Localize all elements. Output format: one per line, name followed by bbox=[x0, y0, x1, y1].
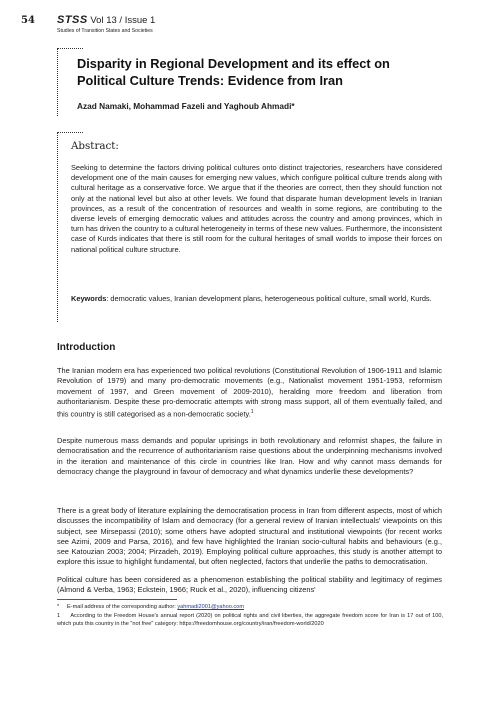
footnote-ref-1[interactable]: 1 bbox=[250, 409, 254, 416]
footnote-1-text: E-mail address of the corresponding author: bbox=[66, 604, 176, 610]
abstract-text: Seeking to determine the factors driving political cultures onto distinct trajectories, researchers have considered development one of the main causes for emerging new values, which configure political culture trends along with cultural heritage as a conservative force. We argue that if the theories are correct, then they should function not only at the national level but also at other levels. We found that disparate human development levels in Iranian provinces, as a result of the concentration of resources and wealth in some regions, are contributing to the diverse levels of emerging democratic values and attitudes across the country and among provinces, which in turn has driven the country to a cultural heterogeneity in terms of these new values. Furthermore, the inconsistent case of Kurds indicates that there is still room for the cultural heritages of small worlds to impose their forces on national political culture structure. bbox=[71, 163, 442, 254]
article-title: Disparity in Regional Development and its effect on Political Culture Trends: Evidence from Iran bbox=[77, 56, 390, 88]
section-heading-introduction: Introduction bbox=[57, 342, 116, 353]
paragraph-3: There is a great body of literature explaining the democratisation process in Iran from different aspects, most of which discusses the incompatibility of Islam and democracy (for a general review of Iranian intellectuals' viewpoints on this subject, see Mirsepassi (2010); some others have adopted structural and institutional viewpoints (for recent works see Azimi, 2009 and Parsa, 2016), and few have highlighted the Iranian socio-cultural habits and behaviours (e.g., see Katouzian 2003; 2004; Pirzadeh, 2019). Employing political culture approaches, this study is another attempt to explore this issue to highlight fundamental, but often neglected, factors that underlie the paths to democratisation. bbox=[57, 506, 442, 567]
abstract-dotted-bar bbox=[57, 132, 58, 322]
footnote-rule bbox=[57, 599, 177, 600]
article-authors: Azad Namaki, Mohammad Fazeli and Yaghoub Ahmadi* bbox=[77, 101, 295, 111]
author-email-link[interactable]: yahmadi2001@yahoo.com bbox=[177, 604, 244, 610]
footnote-2-marker: 1 bbox=[57, 613, 61, 619]
title-dotted-bar bbox=[57, 48, 58, 116]
footnote-1 bbox=[57, 603, 443, 611]
paragraph-4: Political culture has been considered as a phenomenon establishing the political stability and legitimacy of regimes (Almond & Verba, 1963; Eckstein, 1966; Ruck et al., 2020), influencing citizens' bbox=[57, 575, 442, 595]
keywords-label: Keywords bbox=[71, 294, 107, 303]
footnote-2 bbox=[57, 612, 443, 629]
journal-name: Studies of Transition States and Societies bbox=[57, 28, 153, 34]
footnote-2-text: According to the Freedom House's annual report (2020) on political rights and civil liberties, the aggregate freedom score for Iran is 17 out of 100, which puts this country in the "not free" category: https://freedomhouse.org/country/iran/freedom-world/2020 bbox=[57, 613, 444, 628]
volume-issue: Vol 13 / Issue 1 bbox=[90, 15, 156, 26]
footnote-1-marker: * bbox=[57, 604, 60, 610]
journal-abbrev: STSS bbox=[57, 14, 88, 26]
keywords bbox=[71, 294, 442, 304]
paragraph-2: Despite numerous mass demands and popular uprisings in both revolutionary and reformist shapes, the failure in democratisation and the recurrence of authoritarianism raise questions about the underpinning mechanisms involved in the iteration and maintenance of this circle in countries like Iran. How and why cannot mass demands for democracy change the playground in favour of democracy and what dynamics underlie these developments? bbox=[57, 436, 442, 476]
journal-header bbox=[57, 14, 155, 26]
paragraph-1-text: The Iranian modern era has experienced two political revolutions (Constitutional Revolution of 1906-1911 and Islamic Revolution of 1979) and many pro-democratic movements (e.g., Nationalist movement 1951-1953, reformism movement of 1997, and Green movement of 2009-2010), heralding more freedom and liberation from authoritarianism. Despite these pro-democratic attempts with strong mass support, all of them eventually failed, and this country is still categorised as a non-democratic society. bbox=[57, 366, 442, 419]
title-dotted-rule bbox=[57, 48, 83, 49]
keywords-text: : democratic values, Iranian development plans, heterogeneous political culture, small world, Kurds. bbox=[106, 294, 432, 303]
page-number: 54 bbox=[21, 15, 35, 26]
paragraph-1 bbox=[57, 366, 442, 420]
abstract-heading: Abstract: bbox=[71, 140, 119, 152]
abstract-dotted-rule bbox=[57, 132, 83, 133]
